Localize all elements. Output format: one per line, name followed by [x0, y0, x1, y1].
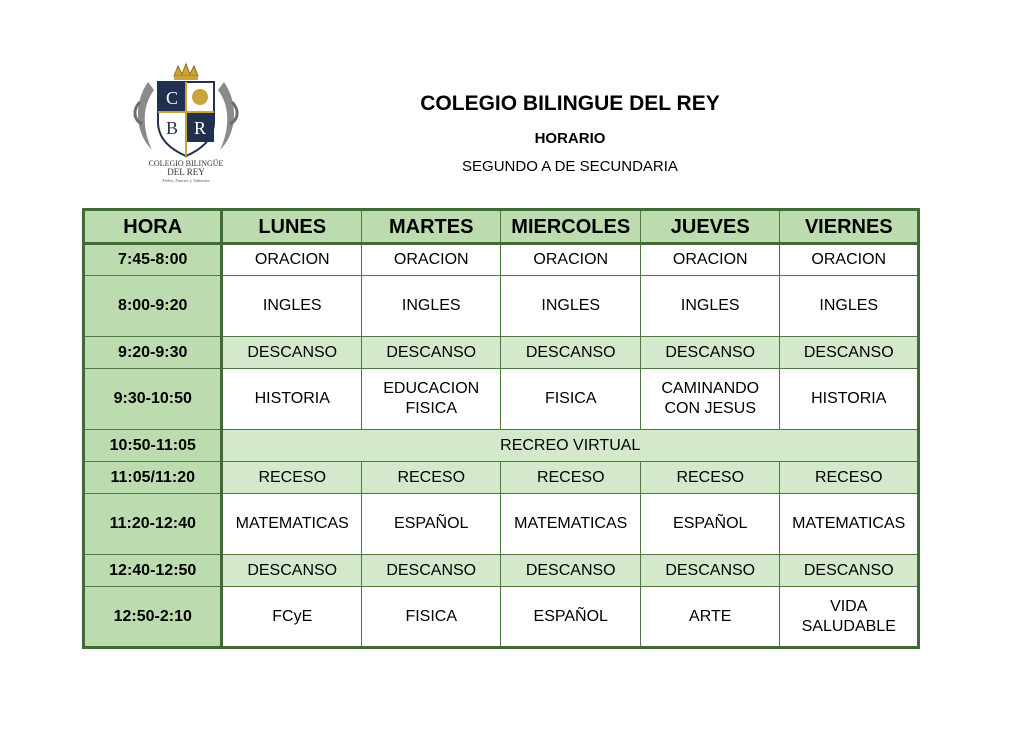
class-cell: DESCANSO — [780, 555, 919, 587]
class-cell: DESCANSO — [640, 555, 780, 587]
time-cell: 12:40-12:50 — [84, 555, 222, 587]
class-cell: ORACION — [361, 244, 501, 276]
school-name: COLEGIO BILINGUE DEL REY — [420, 92, 720, 115]
time-cell: 9:30-10:50 — [84, 369, 222, 430]
class-cell: INGLES — [780, 276, 919, 337]
class-cell: DESCANSO — [361, 337, 501, 369]
column-header-hora: HORA — [84, 210, 222, 244]
class-cell: EDUCACION FISICA — [361, 369, 501, 430]
class-cell: FCyE — [222, 587, 362, 648]
class-cell: DESCANSO — [501, 337, 641, 369]
table-row — [84, 555, 919, 587]
class-cell: RECESO — [640, 462, 780, 494]
class-cell: FISICA — [501, 369, 641, 430]
class-cell: ESPAÑOL — [361, 494, 501, 555]
column-header-lunes: LUNES — [222, 210, 362, 244]
table-row — [84, 276, 919, 337]
time-cell: 8:00-9:20 — [84, 276, 222, 337]
logo-school-line2: DEL REY — [167, 167, 205, 177]
class-cell: RECESO — [222, 462, 362, 494]
class-cell: DESCANSO — [361, 555, 501, 587]
table-row — [84, 587, 919, 648]
class-cell: ORACION — [780, 244, 919, 276]
time-cell: 7:45-8:00 — [84, 244, 222, 276]
table-row — [84, 244, 919, 276]
class-cell: DESCANSO — [780, 337, 919, 369]
time-cell: 12:50-2:10 — [84, 587, 222, 648]
time-cell: 10:50-11:05 — [84, 430, 222, 462]
class-cell: MATEMATICAS — [222, 494, 362, 555]
grade-label: SEGUNDO A DE SECUNDARIA — [462, 158, 678, 175]
class-cell: VIDA SALUDABLE — [780, 587, 919, 648]
class-cell: DESCANSO — [222, 555, 362, 587]
class-cell: RECESO — [780, 462, 919, 494]
class-cell: FISICA — [361, 587, 501, 648]
class-cell: MATEMATICAS — [501, 494, 641, 555]
logo-initial-b: B — [165, 118, 179, 138]
schedule-table — [82, 208, 920, 649]
class-cell: ORACION — [501, 244, 641, 276]
table-row — [84, 369, 919, 430]
time-cell: 9:20-9:30 — [84, 337, 222, 369]
class-cell: HISTORIA — [780, 369, 919, 430]
class-cell: HISTORIA — [222, 369, 362, 430]
class-cell: DESCANSO — [501, 555, 641, 587]
logo-initial-r: R — [193, 118, 207, 138]
class-cell: RECESO — [361, 462, 501, 494]
school-crest-logo — [130, 62, 242, 184]
column-header-jueves: JUEVES — [640, 210, 780, 244]
class-cell: MATEMATICAS — [780, 494, 919, 555]
class-cell: ORACION — [640, 244, 780, 276]
column-header-viernes: VIERNES — [780, 210, 919, 244]
merged-class-cell: RECREO VIRTUAL — [222, 430, 919, 462]
time-cell: 11:05/11:20 — [84, 462, 222, 494]
class-cell: INGLES — [361, 276, 501, 337]
table-row — [84, 462, 919, 494]
column-header-miercoles: MIERCOLES — [501, 210, 641, 244]
class-cell: ESPAÑOL — [501, 587, 641, 648]
column-header-martes: MARTES — [361, 210, 501, 244]
schedule-subtitle: HORARIO — [534, 130, 606, 147]
table-row — [84, 494, 919, 555]
class-cell: DESCANSO — [640, 337, 780, 369]
class-cell: INGLES — [640, 276, 780, 337]
class-cell: ORACION — [222, 244, 362, 276]
class-cell: INGLES — [222, 276, 362, 337]
table-row — [84, 337, 919, 369]
logo-school-line1: COLEGIO BILINGÜE — [148, 159, 224, 168]
table-header-row — [84, 210, 919, 244]
class-cell: DESCANSO — [222, 337, 362, 369]
class-cell: ESPAÑOL — [640, 494, 780, 555]
class-cell: RECESO — [501, 462, 641, 494]
class-cell: ARTE — [640, 587, 780, 648]
table-row — [84, 430, 919, 462]
logo-motto: Fieles, Fuertes y Valientes — [162, 178, 210, 183]
time-cell: 11:20-12:40 — [84, 494, 222, 555]
logo-initial-c: C — [165, 88, 179, 108]
class-cell: INGLES — [501, 276, 641, 337]
class-cell: CAMINANDO CON JESUS — [640, 369, 780, 430]
